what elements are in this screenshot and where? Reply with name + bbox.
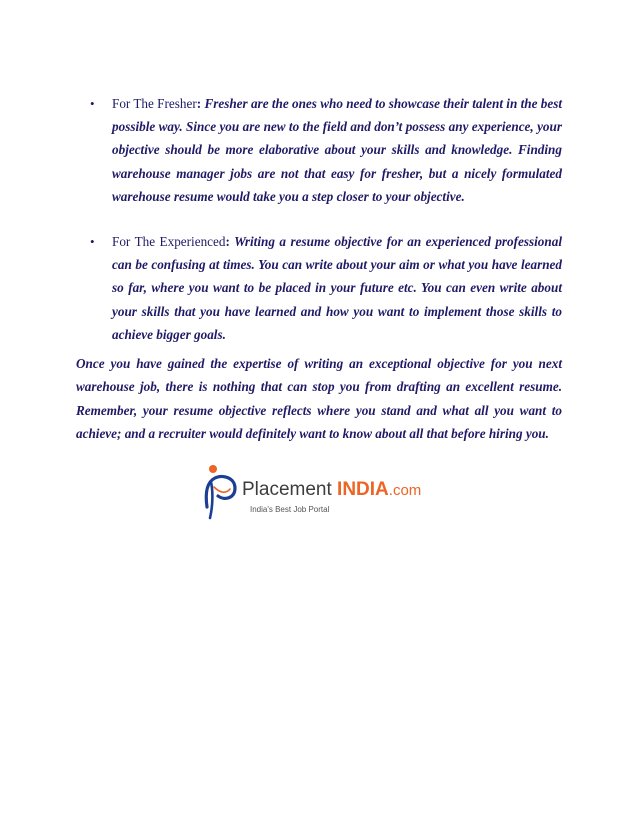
bullet-colon: : [196, 96, 202, 111]
logo-tagline: India's Best Job Portal [250, 505, 330, 514]
bullet-paragraph [112, 230, 562, 346]
bullet-text: Fresher are the ones who need to showcase their talent in the best possible way. Since you are new to the field and don’t possess any experience, your objective should be more elaborative about your skills and knowledge. Finding warehouse manager jobs are not that easy for fresher, but a nicely formulated warehouse resume would take you a step closer to your objective. [112, 96, 562, 204]
logo-wordmark [242, 479, 421, 502]
bullet-lead: For The Experienced [112, 234, 226, 250]
placement-india-logo-icon [201, 463, 241, 521]
list-item [88, 230, 562, 346]
placement-india-logo [201, 463, 441, 521]
bullet-text: Writing a resume objective for an experienced professional can be confusing at times. You can write about your aim or what you have learned so far, where you want to be placed in your future etc. You can even write about your skills that you have learned and how you want to implement those skills to achieve bigger goals. [112, 234, 562, 342]
logo-word-com: .com [388, 482, 422, 499]
bullet-paragraph [112, 92, 562, 208]
bullet-icon: • [90, 96, 95, 111]
closing-paragraph: Once you have gained the expertise of writing an exceptional objective for you next warehouse job, there is nothing that can stop you from drafting an excellent resume. Remember, your resume objective reflects where you stand and what all you want to achieve; and a recruiter would definitely want to know about all that before hiring you. [76, 356, 562, 442]
bullet-icon: • [90, 234, 95, 250]
bullet-colon: : [225, 234, 230, 250]
logo-word-india: INDIA [337, 479, 389, 500]
bullet-lead: For The Fresher [112, 96, 197, 111]
bullet-list [88, 92, 562, 368]
logo-word-placement: Placement [242, 479, 338, 500]
list-item [88, 92, 562, 208]
